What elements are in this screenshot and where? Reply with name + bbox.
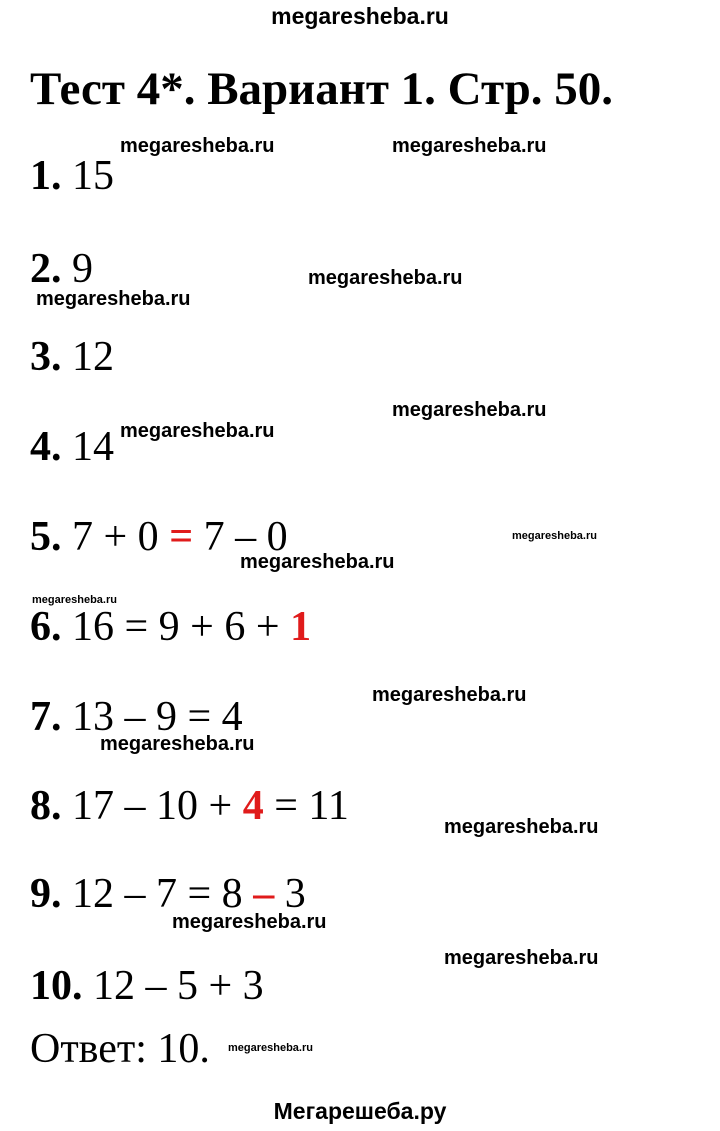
- expression-part: 17 – 10 +: [72, 783, 243, 829]
- watermark-text: megaresheba.ru: [228, 1042, 313, 1054]
- watermark-text: megaresheba.ru: [36, 288, 191, 310]
- watermark-text: megaresheba.ru: [32, 594, 117, 606]
- item-number: 3.: [30, 334, 62, 380]
- item-number: 7.: [30, 694, 62, 740]
- final-answer: Ответ: 10.: [30, 1026, 210, 1072]
- item-answer: 12 – 5 + 3: [93, 963, 264, 1009]
- expression-part: 7 + 0: [72, 514, 170, 560]
- answer-line-8: [30, 782, 349, 830]
- watermark-text: megaresheba.ru: [444, 816, 599, 838]
- watermark-text: megaresheba.ru: [120, 420, 275, 442]
- inserted-number: 4: [242, 783, 264, 829]
- watermark-text: megaresheba.ru: [172, 911, 327, 933]
- watermark-text: megaresheba.ru: [512, 530, 597, 542]
- answer-line-3: [30, 333, 114, 381]
- item-number: 1.: [30, 153, 62, 199]
- item-number: 2.: [30, 246, 62, 292]
- expression-part: 12 – 7 = 8: [72, 871, 254, 917]
- watermark-text: megaresheba.ru: [372, 684, 527, 706]
- watermark-text: megaresheba.ru: [120, 135, 275, 157]
- item-number: 4.: [30, 424, 62, 470]
- expression-part: 7 – 0: [193, 514, 288, 560]
- item-answer: 13 – 9 = 4: [72, 694, 243, 740]
- item-answer: 14: [72, 424, 114, 470]
- answer-line-6: [30, 603, 311, 651]
- expression-part: 3: [274, 871, 306, 917]
- item-number: 8.: [30, 783, 62, 829]
- inserted-sign: –: [253, 871, 275, 917]
- item-answer: 15: [72, 153, 114, 199]
- item-answer: 12: [72, 334, 114, 380]
- watermark-text: megaresheba.ru: [392, 399, 547, 421]
- answer-line-2: [30, 245, 93, 293]
- answer-line-10: [30, 962, 264, 1010]
- item-number: 5.: [30, 514, 62, 560]
- answer-line-4: [30, 423, 114, 471]
- expression-part: = 11: [263, 783, 349, 829]
- watermark-text: megaresheba.ru: [308, 267, 463, 289]
- item-answer: 9: [72, 246, 93, 292]
- watermark-text: megaresheba.ru: [100, 733, 255, 755]
- footer-site-name: Мегарешеба.ру: [273, 1098, 447, 1124]
- watermark-text: megaresheba.ru: [444, 947, 599, 969]
- header-site-name: megaresheba.ru: [271, 3, 449, 29]
- expression-part: 16 = 9 + 6 +: [72, 604, 291, 650]
- inserted-number: 1: [290, 604, 312, 650]
- item-number: 9.: [30, 871, 62, 917]
- answer-line-1: [30, 152, 114, 200]
- watermark-text: megaresheba.ru: [240, 551, 395, 573]
- item-number: 6.: [30, 604, 62, 650]
- watermark-text: megaresheba.ru: [392, 135, 547, 157]
- item-number: 10.: [30, 963, 83, 1009]
- inserted-sign: =: [169, 514, 194, 560]
- page-title: Тест 4*. Вариант 1. Стр. 50.: [30, 63, 614, 115]
